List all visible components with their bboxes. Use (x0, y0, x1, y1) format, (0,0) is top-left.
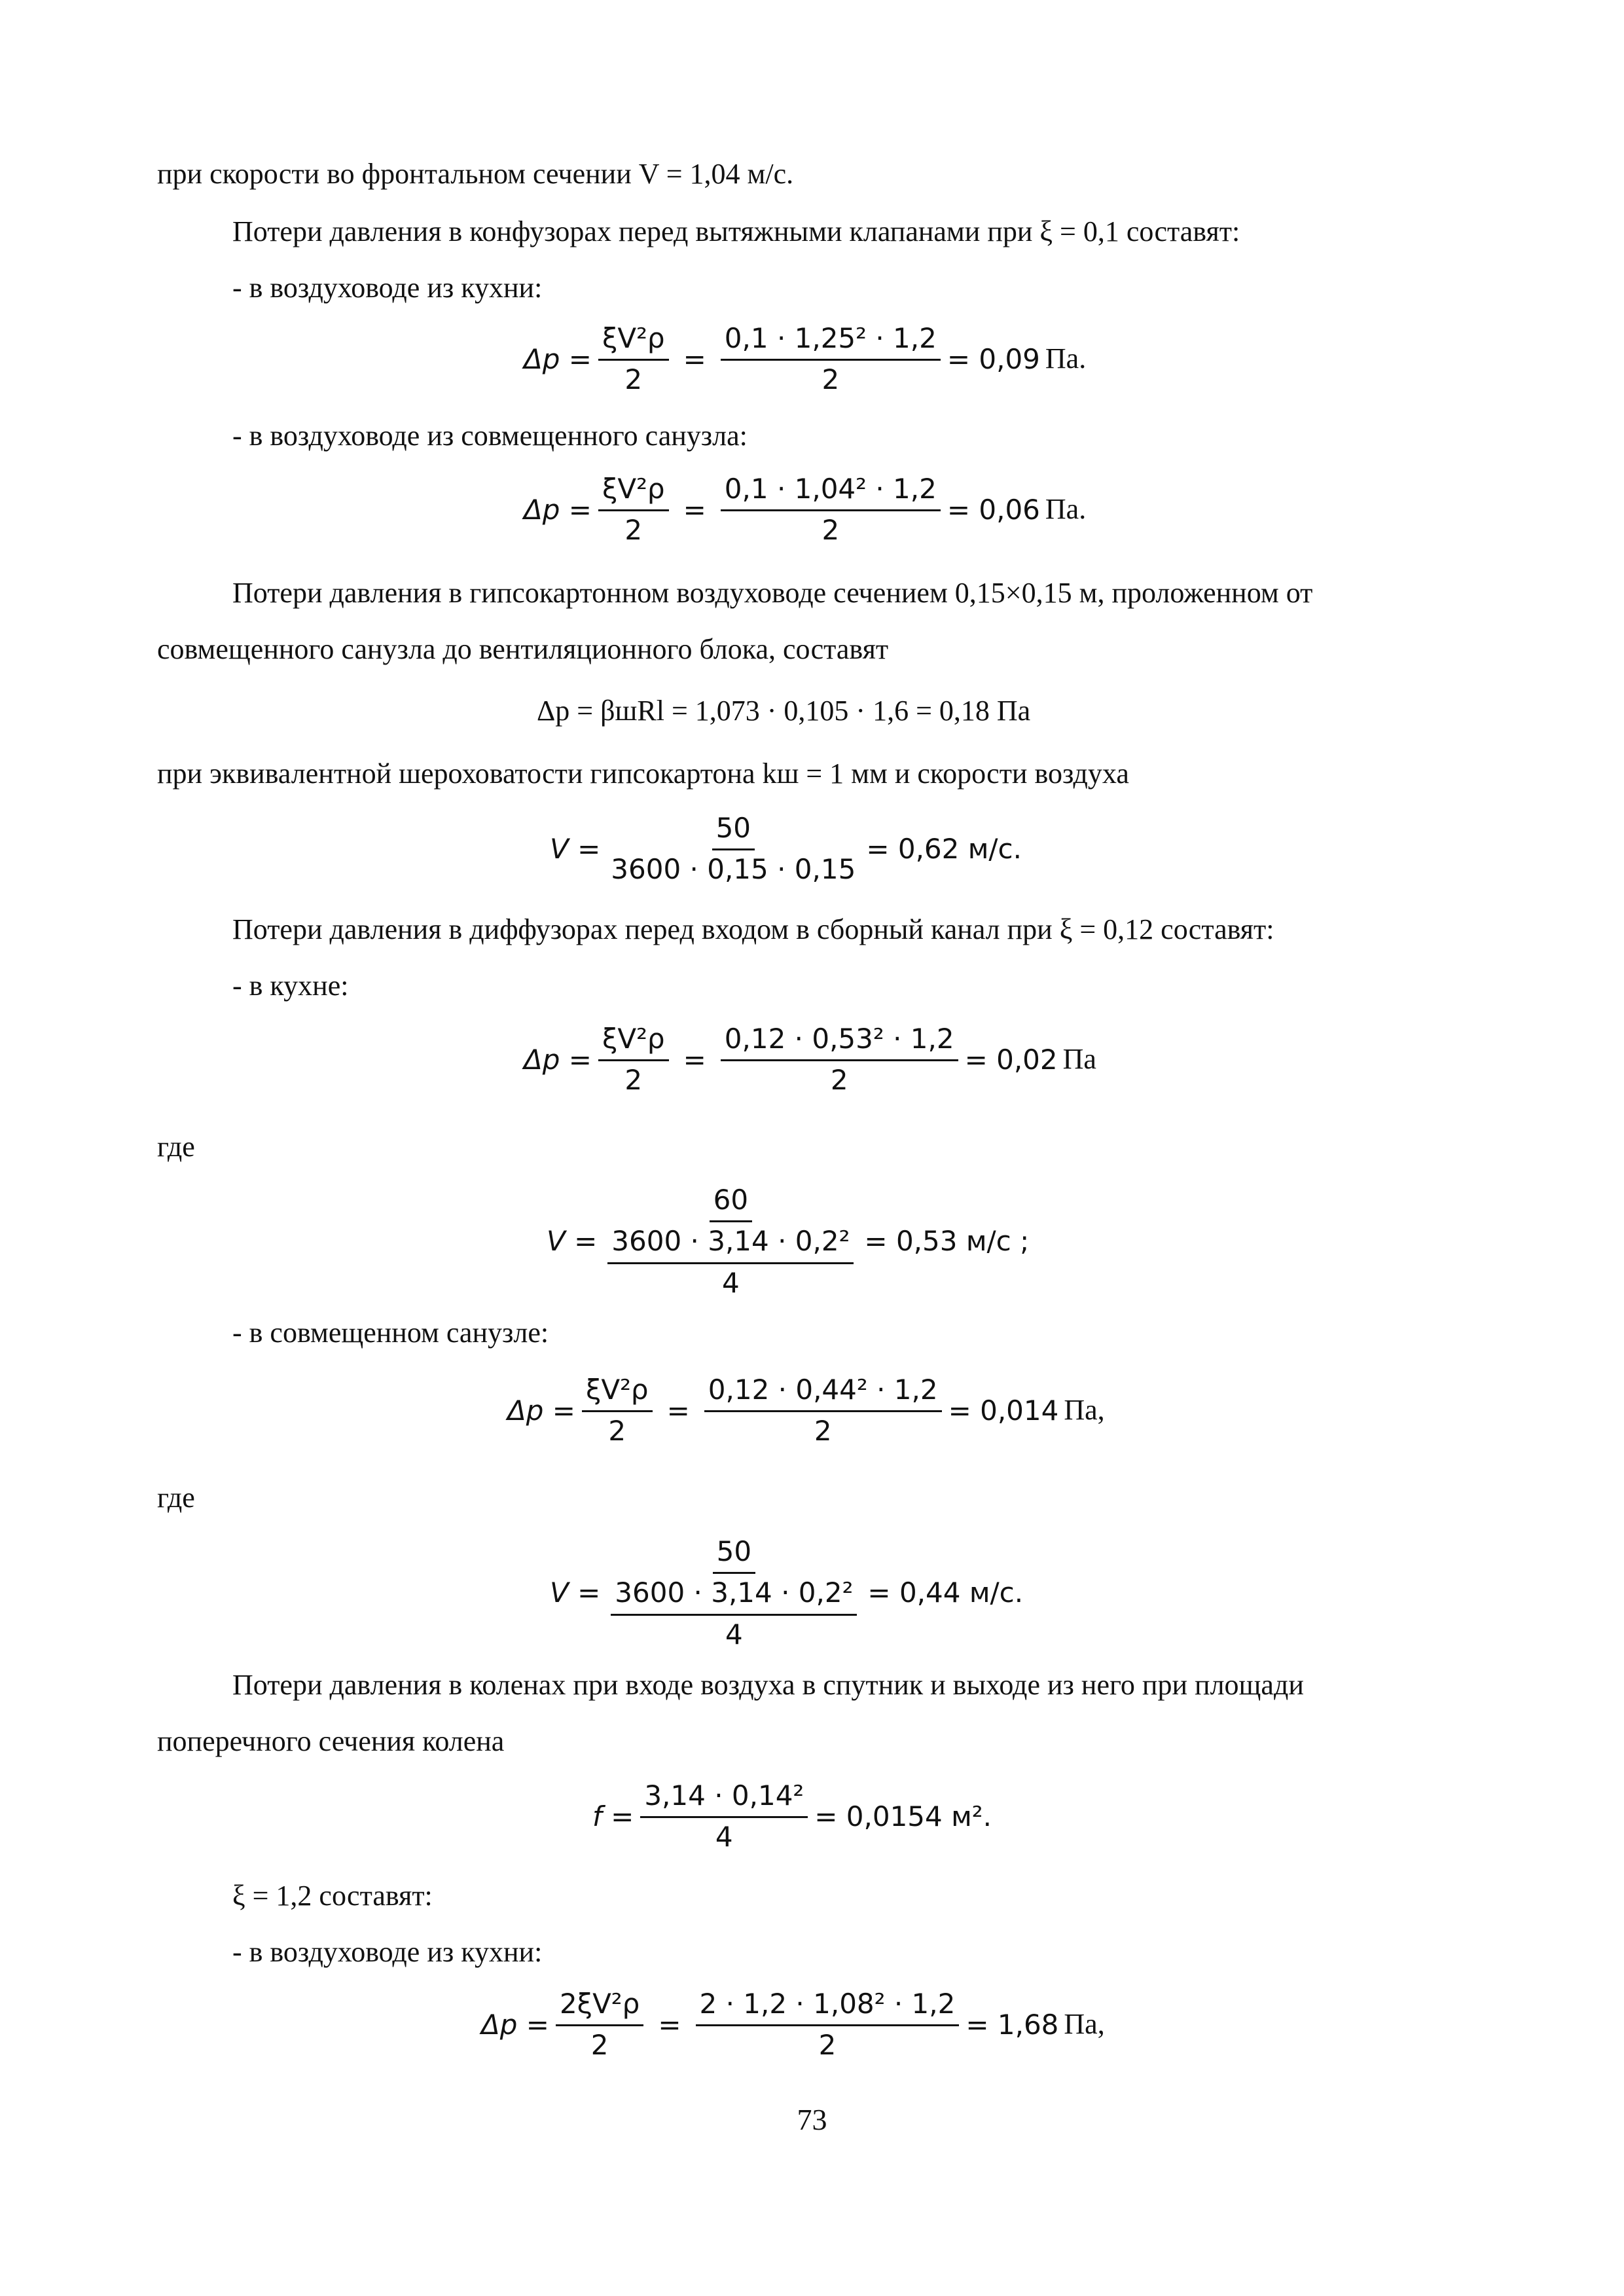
page-number: 73 (797, 2103, 827, 2136)
equation-6: V = $\frac{60}{\frac{\text{3600 · 3,14 · 0,2²}}{4}}$ = 0,53 м/с ; (547, 1184, 1030, 1299)
eq1-lhs: Δp = (524, 342, 592, 375)
eq1-result: = 0,09 (947, 342, 1040, 375)
text-line-16: - в воздуховоде из кухни: (232, 1936, 543, 1968)
text-line-13: Потери давления в коленах при входе воздуха в спутник и выходе из него при площади (232, 1669, 1304, 1701)
text-line-9: - в кухне: (232, 970, 349, 1002)
eq1-frac2: $\frac{\text{0,1 · 1,25² · 1,2}}{2}$ (721, 322, 941, 397)
text-line-8: Потери давления в диффузорах перед входом в сборный канал при ξ = 0,12 составят: (232, 913, 1274, 945)
text-line-1: при скорости во фронтальном сечении V = 1,04 м/с. (157, 158, 794, 190)
text-line-12: где (157, 1482, 195, 1514)
text-line-6: совмещенного санузла до вентиляционного блока, составят (157, 633, 889, 665)
text-line-11: - в совмещенном санузле: (232, 1317, 549, 1349)
text-line-3: - в воздуховоде из кухни: (232, 272, 543, 304)
equation-9: f = $\frac{\text{3,14 · 0,14²}}{4}$ = 0,0154 м². (592, 1779, 992, 1853)
text-line-4: - в воздуховоде из совмещенного санузла: (232, 420, 748, 452)
text-line-15: ξ = 1,2 составят: (232, 1880, 433, 1912)
text-line-5: Потери давления в гипсокартонном воздуховоде сечением 0,15×0,15 м, проложенном от (232, 577, 1313, 609)
eq1-frac1: $\frac{\text{ξV²ρ}}{2}$ (598, 322, 669, 397)
equation-5: Δp = $\frac{\text{ξV²ρ}}{2}$ = $\frac{\text{0,12 · 0,53² · 1,2}}{2}$ = 0,02 Па (524, 1023, 1096, 1097)
equation-2: Δp = $\frac{\text{ξV²ρ}}{2}$ = $\frac{\text{0,1 · 1,04² · 1,2}}{2}$ = 0,06 Па. (524, 473, 1087, 547)
equation-4: V = $\frac{50}{3600 \cdot 0,15 \cdot 0,15}$ = 0,62 м/с. (550, 812, 1022, 886)
equation-1: Δp = $\frac{\text{ξV²ρ}}{2}$ = $\frac{\text{0,1 · 1,25² · 1,2}}{2}$ = 0,09 Па. (524, 322, 1087, 396)
text-line-14: поперечного сечения колена (157, 1725, 505, 1757)
text-line-10: где (157, 1131, 195, 1163)
text-line-2: Потери давления в конфузорах перед вытяжными клапанами при ξ = 0,1 составят: (232, 215, 1240, 247)
equation-8: V = $\frac{50}{\frac{\text{3600 · 3,14 · 0,2²}}{4}}$ = 0,44 м/с. (550, 1535, 1024, 1650)
eq1-unit: Па. (1045, 342, 1087, 375)
equation-7: Δp = $\frac{\text{ξV²ρ}}{2}$ = $\frac{\text{0,12 · 0,44² · 1,2}}{2}$ = 0,014 Па, (507, 1374, 1105, 1448)
equation-10: Δp = $\frac{\text{2ξV²ρ}}{2}$ = $\frac{\text{2 · 1,2 · 1,08² · 1,2}}{2}$ = 1,68 Па, (481, 1988, 1105, 2062)
equation-3: Δp = βшRl = 1,073 · 0,105 · 1,6 = 0,18 Па (537, 695, 1031, 727)
text-line-7: при эквивалентной шероховатости гипсокартона kш = 1 мм и скорости воздуха (157, 757, 1129, 790)
